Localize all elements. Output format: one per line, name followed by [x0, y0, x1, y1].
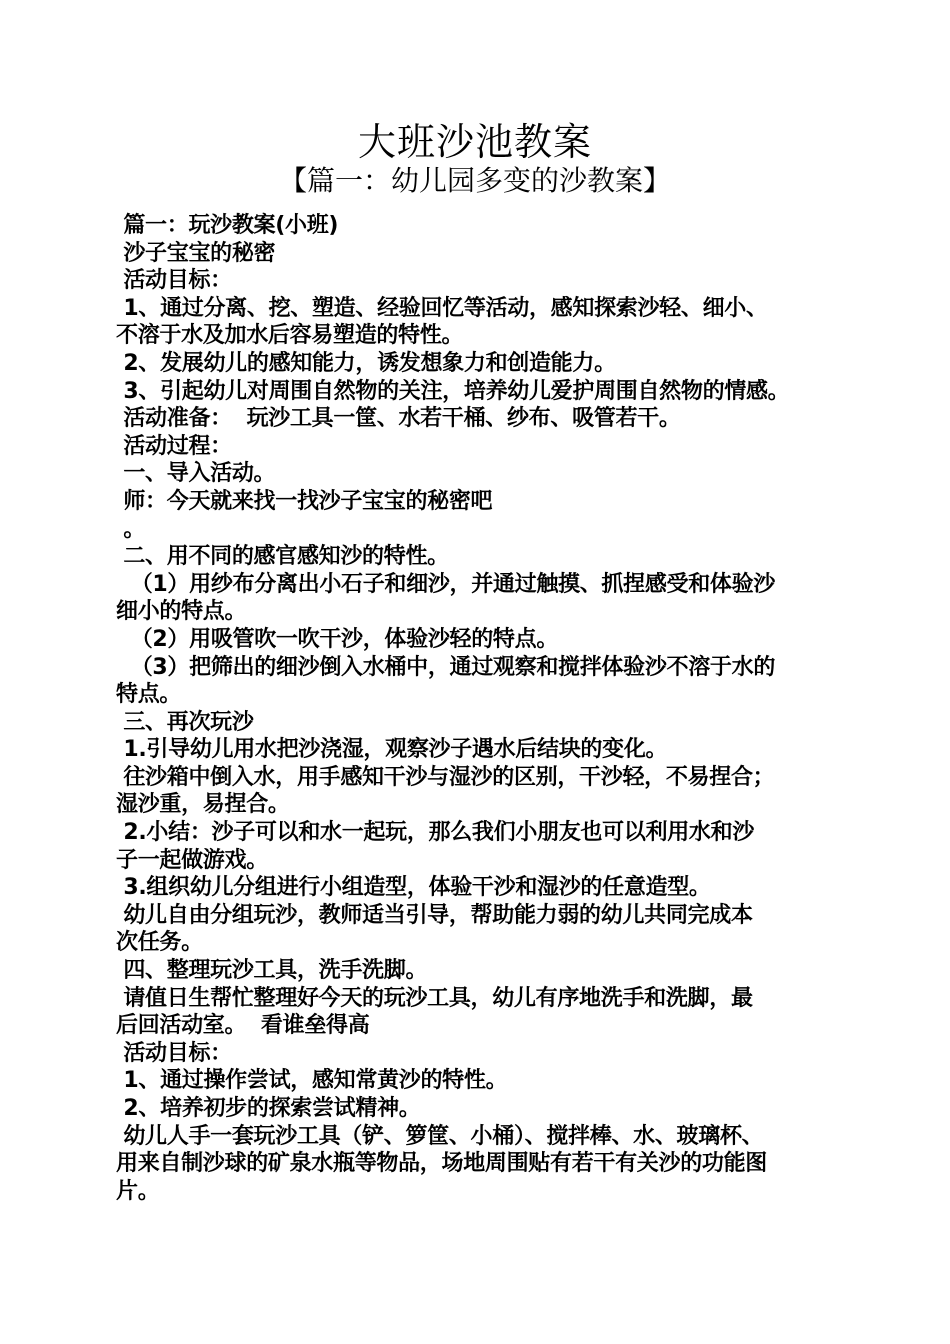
body-line: 次任务。 [116, 930, 203, 956]
body-line: 活动目标： [116, 1040, 232, 1066]
body-line: 活动准备： 玩沙工具一筐、水若干桶、纱布、吸管若干。 [116, 406, 681, 432]
body-line: 三、再次玩沙 [116, 709, 254, 735]
body-line: 3、引起幼儿对周围自然物的关注，培养幼儿爱护周围自然物的情感。 [116, 378, 790, 404]
body-line: 湿沙重，易捏合。 [116, 792, 290, 818]
body-line: 3.组织幼儿分组进行小组造型，体验干沙和湿沙的任意造型。 [116, 875, 711, 901]
body-line: 子一起做游戏。 [116, 847, 268, 873]
body-line: 2、培养初步的探索尝试精神。 [116, 1096, 421, 1121]
document-subtitle: 【篇一：幼儿园多变的沙教案】 [278, 164, 671, 197]
body-line: 特点。 [116, 682, 182, 708]
body-line: 细小的特点。 [116, 599, 247, 625]
body-line: 后回活动室。 看谁垒得高 [116, 1013, 370, 1039]
body-line: 往沙箱中倒入水，用手感知干沙与湿沙的区别，干沙轻，不易捏合； [116, 764, 775, 790]
body-line: 2、发展幼儿的感知能力，诱发想象力和创造能力。 [116, 350, 616, 376]
body-line: 片。 [116, 1178, 160, 1204]
body-line: 1、通过分离、挖、塑造、经验回忆等活动，感知探索沙轻、细小、 [116, 295, 768, 321]
body-line: （3）把筛出的细沙倒入水桶中，通过观察和搅拌体验沙不溶于水的 [116, 654, 776, 680]
body-line: 2.小结：沙子可以和水一起玩，那么我们小朋友也可以利用水和沙 [116, 820, 755, 846]
body-line: 幼儿人手一套玩沙工具（铲、箩筐、小桶）、搅拌棒、水、玻璃杯、 [116, 1123, 764, 1149]
body-line: 活动过程： [116, 433, 232, 459]
body-line: 师：今天就来找一找沙子宝宝的秘密吧 [116, 488, 493, 514]
body-line: 不溶于水及加水后容易塑造的特性。 [116, 323, 464, 349]
document-body [116, 212, 851, 1205]
body-line: 活动目标： [116, 268, 232, 294]
body-line: 。 [116, 516, 146, 542]
body-line: 1、通过操作尝试，感知常黄沙的特性。 [116, 1068, 508, 1094]
body-line: 四、整理玩沙工具，洗手洗脚。 [116, 958, 428, 984]
body-line: 一、导入活动。 [116, 461, 276, 487]
body-line: （2）用吸管吹一吹干沙，体验沙轻的特点。 [116, 626, 559, 652]
body-line: 篇一：玩沙教案(小班) [116, 213, 339, 238]
body-line: （1）用纱布分离出小石子和细沙，并通过触摸、抓捏感受和体验沙 [116, 571, 776, 597]
document-title: 大班沙池教案 [357, 120, 592, 164]
body-line: 1.引导幼儿用水把沙浇湿，观察沙子遇水后结块的变化。 [116, 737, 668, 763]
body-line: 沙子宝宝的秘密 [116, 240, 276, 266]
body-line: 请值日生帮忙整理好今天的玩沙工具，幼儿有序地洗手和洗脚，最 [116, 985, 753, 1011]
body-line: 二、用不同的感官感知沙的特性。 [116, 544, 449, 570]
body-line: 幼儿自由分组玩沙，教师适当引导，帮助能力弱的幼儿共同完成本 [116, 902, 753, 928]
body-line: 用来自制沙球的矿泉水瓶等物品，场地周围贴有若干有关沙的功能图 [116, 1151, 768, 1177]
